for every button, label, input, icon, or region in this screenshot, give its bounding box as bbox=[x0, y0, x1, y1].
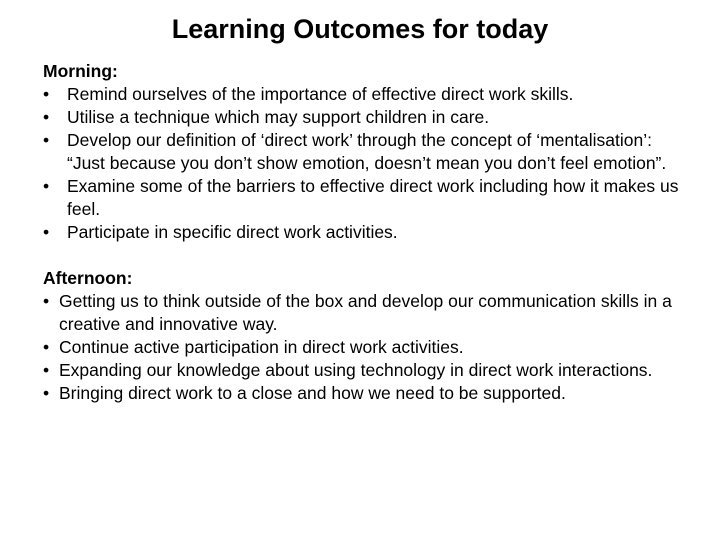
morning-item-2 bbox=[43, 106, 693, 129]
bullet-glyph: • bbox=[43, 337, 50, 357]
morning-item-4 bbox=[43, 175, 693, 221]
afternoon-item-text: Bringing direct work to a close and how we need to be supported. bbox=[59, 383, 566, 403]
afternoon-list bbox=[43, 290, 693, 405]
bullet-glyph: • bbox=[43, 291, 50, 311]
afternoon-item-3 bbox=[43, 359, 693, 382]
section-spacer bbox=[43, 244, 693, 267]
morning-item-1 bbox=[43, 83, 693, 106]
afternoon-item-4 bbox=[43, 382, 693, 405]
bullet-glyph: • bbox=[43, 84, 50, 104]
afternoon-item-text: Getting us to think outside of the box and develop our communication skills in a creative and innovative way. bbox=[59, 291, 672, 334]
morning-item-text: Utilise a technique which may support children in care. bbox=[67, 107, 490, 127]
afternoon-item-1 bbox=[43, 290, 693, 336]
bullet-glyph: • bbox=[43, 130, 50, 150]
slide-content bbox=[43, 60, 693, 405]
bullet-glyph: • bbox=[43, 383, 50, 403]
bullet-glyph: • bbox=[43, 176, 50, 196]
bullet-glyph: • bbox=[43, 107, 50, 127]
afternoon-item-2 bbox=[43, 336, 693, 359]
morning-item-text: Examine some of the barriers to effective direct work including how it makes us feel. bbox=[67, 176, 679, 219]
afternoon-item-text: Continue active participation in direct work activities. bbox=[59, 337, 464, 357]
morning-item-text: Remind ourselves of the importance of effective direct work skills. bbox=[67, 84, 574, 104]
afternoon-item-text: Expanding our knowledge about using technology in direct work interactions. bbox=[59, 360, 653, 380]
morning-item-text: Participate in specific direct work activities. bbox=[67, 222, 398, 242]
morning-item-3 bbox=[43, 129, 693, 175]
morning-item-text: Develop our definition of ‘direct work’ through the concept of ‘mentalisation’: “Just because you don’t show emotion, doesn’t mean you don’t feel emotion”. bbox=[67, 130, 667, 173]
morning-heading: Morning: bbox=[43, 61, 118, 81]
morning-item-5 bbox=[43, 221, 693, 244]
bullet-glyph: • bbox=[43, 222, 50, 242]
slide-title: Learning Outcomes for today bbox=[171, 14, 549, 44]
bullet-glyph: • bbox=[43, 360, 50, 380]
afternoon-heading: Afternoon: bbox=[43, 268, 133, 288]
morning-list bbox=[43, 83, 693, 244]
